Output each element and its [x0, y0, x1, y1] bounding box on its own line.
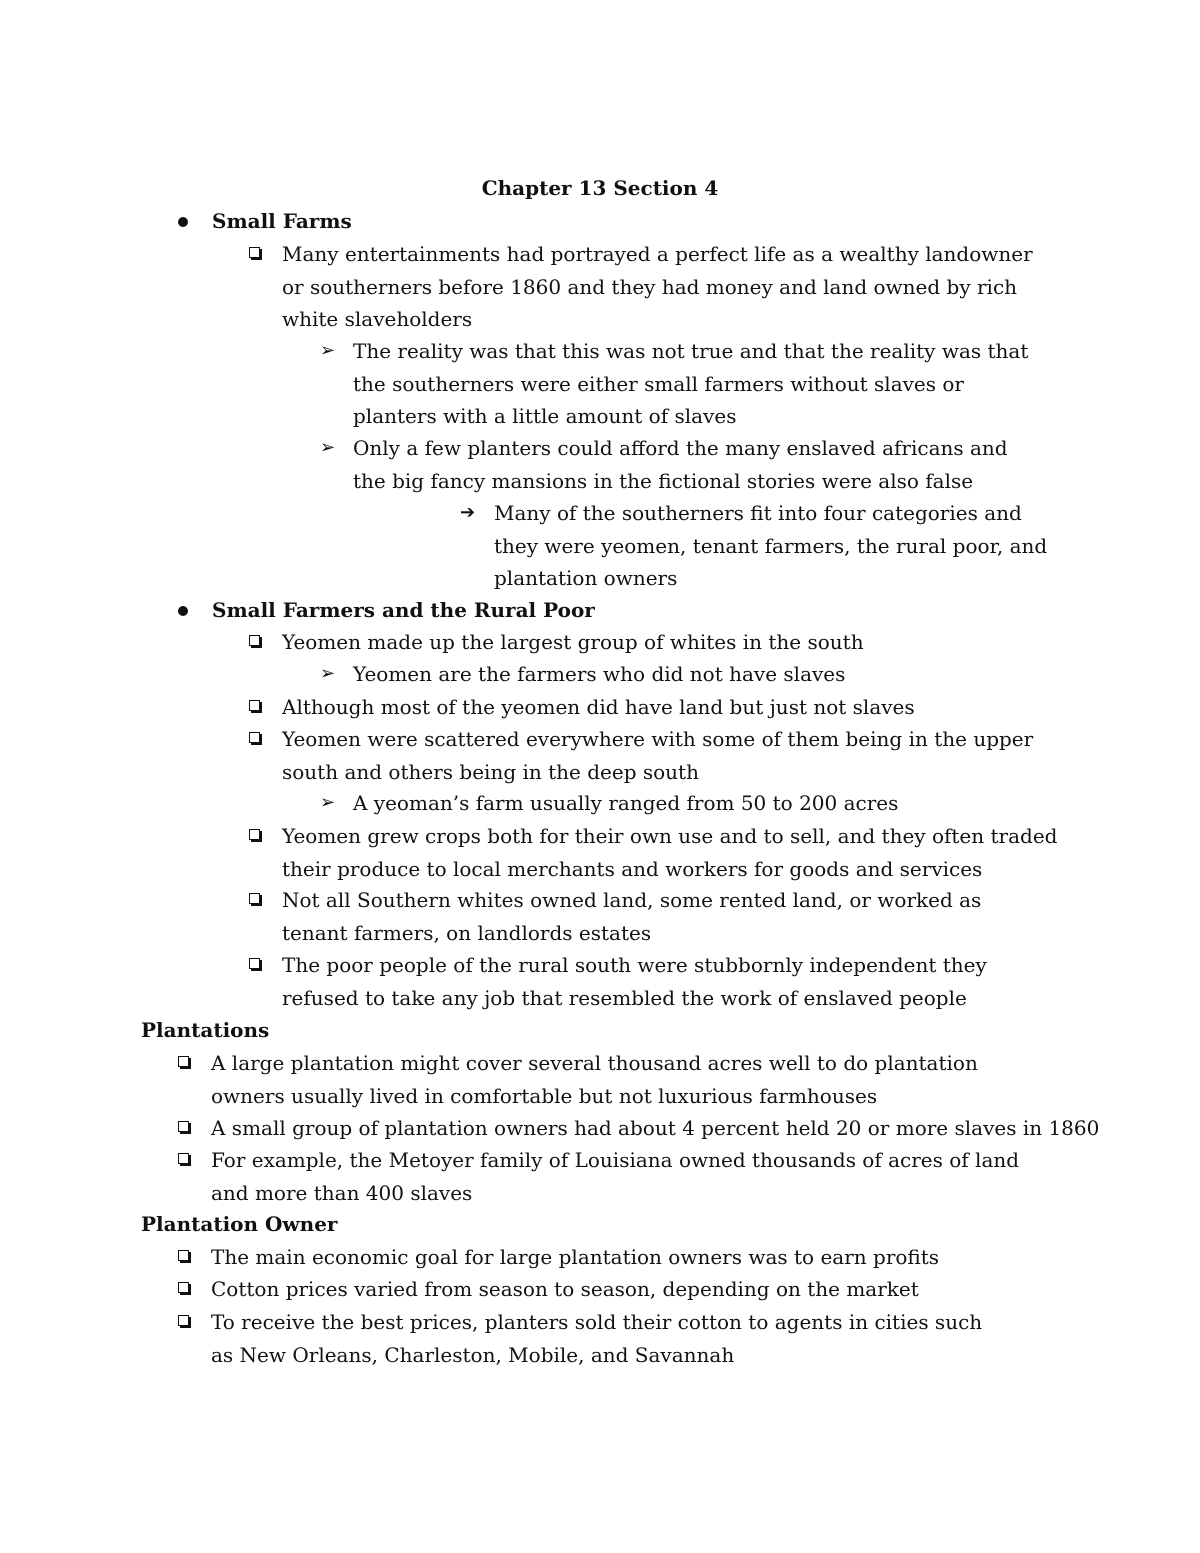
sub-list-item: [320, 432, 1040, 497]
list-item-text: Many entertainments had portrayed a perfect life as a wealthy landowner or southerners before 1860 and they had money and land owned by rich white slaveholders: [282, 242, 1033, 331]
list-item: [249, 238, 1039, 336]
section-heading-plantation-owner: Plantation Owner: [141, 1212, 338, 1236]
bullet-dot-icon: [178, 217, 188, 227]
checkbox-bullet-icon: [249, 247, 260, 258]
list-item-text: Yeomen grew crops both for their own use and to sell, and they often traded their produce to local merchants and workers for goods and services: [282, 824, 1058, 881]
list-item: [249, 626, 1049, 659]
sub-list-item-text: The reality was that this was not true and that the reality was that the southerners were either small farmers without slaves or planters with a little amount of slaves: [353, 339, 1029, 428]
sub-list-item: [320, 658, 1040, 691]
list-item-text: Not all Southern whites owned land, some rented land, or worked as tenant farmers, on landlords estates: [282, 888, 982, 945]
checkbox-bullet-icon: [178, 1315, 189, 1326]
list-item: [178, 1306, 1008, 1371]
arrow-right-bullet-icon: ➔: [460, 502, 476, 523]
checkbox-bullet-icon: [249, 893, 260, 904]
checkbox-bullet-icon: [178, 1282, 189, 1293]
bullet-dot-icon: [178, 606, 188, 616]
list-item-text: Cotton prices varied from season to season, depending on the market: [211, 1277, 919, 1301]
page-title: Chapter 13 Section 4: [481, 176, 719, 200]
list-item-text: The main economic goal for large plantation owners was to earn profits: [211, 1245, 940, 1269]
checkbox-bullet-icon: [249, 635, 260, 646]
checkbox-bullet-icon: [249, 958, 260, 969]
checkbox-bullet-icon: [178, 1250, 189, 1261]
list-item: [249, 723, 1039, 788]
checkbox-bullet-icon: [178, 1056, 189, 1067]
section-heading-text: Small Farmers and the Rural Poor: [212, 598, 595, 622]
list-item-text: A large plantation might cover several thousand acres well to do plantation owners usually lived in comfortable but not luxurious farmhouses: [211, 1051, 978, 1108]
sub-sub-list-item-text: Many of the southerners fit into four categories and they were yeomen, tenant farmers, the rural poor, and plantation owners: [494, 501, 1048, 590]
list-item-text: Yeomen made up the largest group of whites in the south: [282, 630, 864, 654]
list-item-text: Yeomen were scattered everywhere with some of them being in the upper south and others being in the deep south: [282, 727, 1034, 784]
arrowhead-bullet-icon: ➢: [320, 340, 336, 361]
list-item: [178, 1241, 1058, 1274]
sub-list-item-text: A yeoman’s farm usually ranged from 50 to 200 acres: [353, 791, 899, 815]
checkbox-bullet-icon: [178, 1153, 189, 1164]
sub-list-item-text: Only a few planters could afford the many enslaved africans and the big fancy mansions in the fictional stories were also false: [353, 436, 1008, 493]
list-item-text: The poor people of the rural south were stubbornly independent they refused to take any job that resembled the work of enslaved people: [282, 953, 987, 1010]
sub-sub-list-item: [460, 497, 1060, 595]
sub-list-item: [320, 787, 1040, 820]
list-item-text: For example, the Metoyer family of Louisiana owned thousands of acres of land and more than 400 slaves: [211, 1148, 1020, 1205]
arrowhead-bullet-icon: ➢: [320, 663, 336, 684]
section-heading-text: Small Farms: [212, 209, 352, 233]
list-item: [178, 1273, 1058, 1306]
list-item: [249, 949, 1064, 1014]
section-heading-plantations: Plantations: [141, 1018, 270, 1042]
list-item: [178, 1047, 1018, 1112]
checkbox-bullet-icon: [249, 829, 260, 840]
checkbox-bullet-icon: [249, 700, 260, 711]
list-item-text: A small group of plantation owners had about 4 percent held 20 or more slaves in 1860: [211, 1116, 1100, 1140]
section-heading-small-farmers: [178, 594, 1078, 627]
checkbox-bullet-icon: [178, 1121, 189, 1132]
sub-list-item-text: Yeomen are the farmers who did not have slaves: [353, 662, 846, 686]
list-item: [249, 884, 1039, 949]
arrowhead-bullet-icon: ➢: [320, 437, 336, 458]
sub-list-item: [320, 335, 1040, 433]
section-heading-small-farms: [178, 205, 1078, 238]
list-item: [178, 1112, 1100, 1145]
list-item-text: To receive the best prices, planters sold their cotton to agents in cities such as New Orleans, Charleston, Mobile, and Savannah: [211, 1310, 983, 1367]
checkbox-bullet-icon: [249, 732, 260, 743]
arrowhead-bullet-icon: ➢: [320, 792, 336, 813]
list-item-text: Although most of the yeomen did have land but just not slaves: [282, 695, 915, 719]
list-item: [249, 691, 1049, 724]
list-item: [249, 820, 1064, 885]
list-item: [178, 1144, 1028, 1209]
